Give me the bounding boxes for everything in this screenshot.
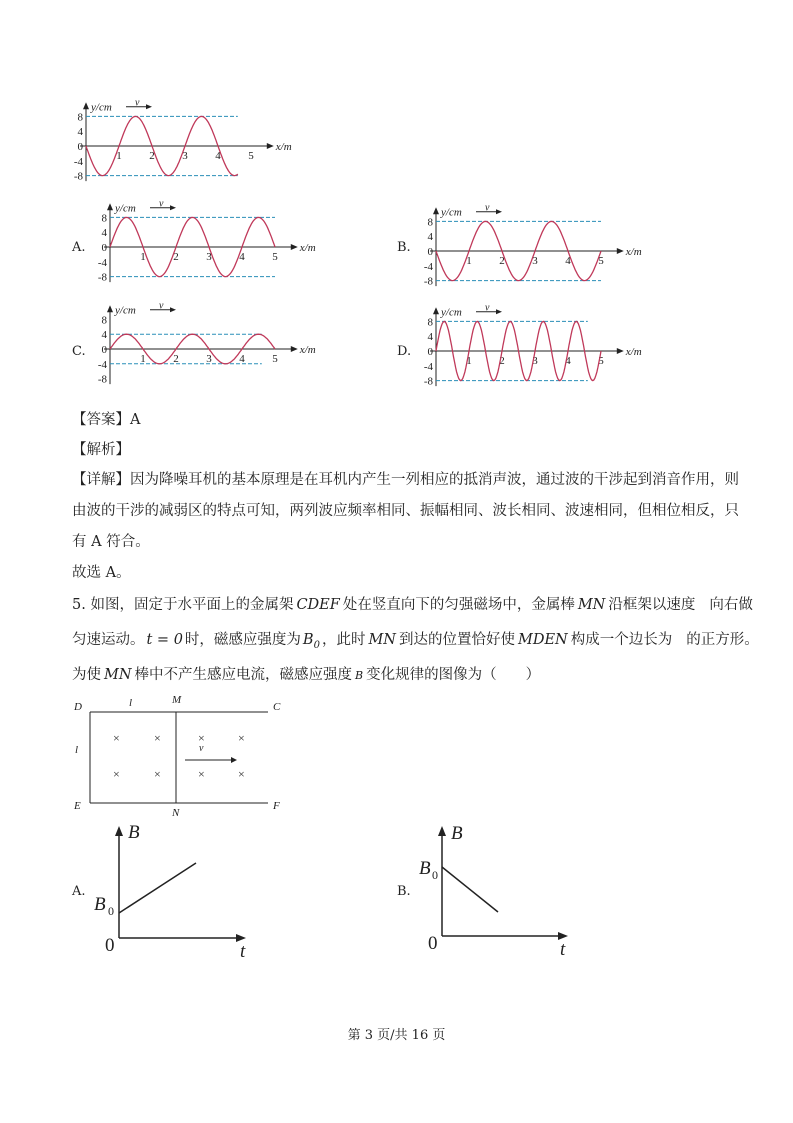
y-axis-label: y/cm (441, 306, 462, 319)
label-m: M (172, 695, 182, 706)
y-tick-label: 0 (427, 246, 433, 258)
y-axis-label: y/cm (115, 304, 136, 317)
option-d-label: D. (397, 344, 412, 359)
label-n: N (172, 807, 180, 819)
velocity-arrowhead (170, 205, 176, 210)
x-tick-label: 2 (149, 150, 155, 162)
y-tick-label: -8 (97, 373, 107, 385)
y-tick-label: 4 (77, 126, 83, 139)
field-cross: × (154, 731, 161, 745)
detail-paragraph-line1: 【详解】因为降噪耳机的基本原理是在耳机内产生一列相应的抵消声波，通过波的干涉起到消音作用，则 (72, 472, 739, 488)
x-tick-label: 3 (206, 353, 212, 365)
x-tick-label: 5 (272, 251, 278, 263)
y-axis-arrow (107, 305, 113, 312)
velocity-label: v (159, 200, 164, 210)
x-tick-label: 1 (116, 150, 122, 162)
velocity-arrowhead (231, 757, 237, 763)
y-tick-label: 8 (427, 216, 433, 229)
y-tick-label: 4 (101, 227, 107, 240)
svg-text:t: t (560, 939, 566, 960)
x-tick-label: 4 (565, 355, 571, 367)
answer-line: 【答案】A (72, 412, 141, 428)
y-axis-label: y/cm (91, 101, 112, 114)
page-footer: 第 3 页/共 16 页 (347, 1028, 446, 1043)
x-tick-label: 1 (140, 251, 146, 263)
svg-text:0: 0 (108, 904, 114, 918)
y-tick-label: 8 (101, 314, 107, 327)
svg-text:B: B (128, 822, 140, 843)
velocity-label: v (485, 202, 490, 214)
x-tick-label: 5 (598, 255, 604, 267)
wave-figure-option-a (92, 200, 332, 285)
x-tick-label: 2 (499, 255, 505, 267)
option-b-label: B. (397, 240, 411, 255)
x-tick-label: 3 (182, 150, 188, 162)
y-tick-label: -4 (73, 155, 83, 168)
label-c: C (273, 701, 281, 713)
x-axis-label: x/m (299, 344, 316, 356)
question-5-line3: 为使 MN 棒中不产生感应电流，磁感应强度 B 变化规律的图像为（ ） (72, 667, 541, 683)
field-cross: × (154, 767, 161, 781)
y-axis-label: y/cm (441, 206, 462, 219)
y-axis-arrow (83, 102, 89, 109)
y-tick-label: 4 (427, 331, 433, 344)
graph-a-line (119, 863, 196, 913)
field-cross: × (113, 767, 120, 781)
label-l-top: l (129, 697, 133, 709)
x-axis-label: x/m (299, 242, 316, 254)
y-tick-label: -8 (73, 170, 83, 183)
x-axis-arrow (617, 348, 624, 354)
label-l-left: l (75, 744, 79, 756)
field-cross: × (198, 767, 205, 781)
option-c-label: C. (72, 344, 86, 359)
x-tick-label: 4 (239, 353, 245, 365)
label-f: F (273, 800, 280, 812)
y-tick-label: -8 (97, 271, 107, 284)
field-cross: × (113, 731, 120, 745)
velocity-arrowhead (170, 307, 176, 312)
graph-b-label: B. (397, 884, 411, 899)
y-tick-label: 0 (101, 344, 107, 356)
y-axis-arrow (107, 203, 113, 210)
x-tick-label: 5 (272, 353, 278, 365)
y-axis-label: y/cm (115, 202, 136, 215)
x-axis-arrow (291, 346, 298, 352)
x-tick-label: 1 (466, 255, 472, 267)
x-tick-label: 2 (173, 353, 179, 365)
y-tick-label: 0 (101, 242, 107, 254)
wave-figure-option-d (420, 300, 660, 390)
x-axis-label: x/m (625, 246, 642, 258)
field-cross: × (238, 767, 245, 781)
svg-text:0: 0 (428, 933, 438, 954)
x-axis-arrow (267, 143, 274, 149)
y-tick-label: 4 (101, 329, 107, 342)
x-tick-label: 3 (532, 255, 538, 267)
conclusion-line: 故选 A。 (72, 565, 131, 581)
x-axis-label: x/m (625, 346, 642, 358)
y-tick-label: 0 (427, 346, 433, 358)
detail-paragraph-line2: 由波的干涉的减弱区的特点可知，两列波应频率相同、振幅相同、波长相同、波速相同，但相位相反，只 (72, 503, 739, 519)
detail-paragraph-line3: 有 A 符合。 (72, 534, 150, 550)
y-tick-label: 8 (427, 316, 433, 329)
y-tick-label: 4 (427, 231, 433, 244)
question-5-line2: 匀速运动。 t = 0 时，磁感应强度为 $B_0$ ，此时 MN 到达的位置恰好使 MDEN 构成一个边长为 的正方形。 (72, 632, 759, 651)
y-tick-label: 0 (77, 141, 83, 153)
y-tick-label: -4 (97, 256, 107, 269)
x-tick-label: 5 (248, 150, 254, 162)
svg-text:B: B (451, 823, 463, 844)
y-tick-label: -8 (423, 375, 433, 388)
label-v: v (199, 743, 204, 754)
wave-figure-original (70, 94, 310, 184)
velocity-arrowhead (496, 309, 502, 314)
graph-a-b-vs-t (88, 815, 268, 965)
question-5-line1: 5. 如图，固定于水平面上的金属架 CDEF 处在竖直向下的匀强磁场中，金属棒 MN 沿框架以速度 向右做 (72, 597, 753, 613)
graph-b-b-vs-t (412, 815, 592, 965)
y-tick-label: 8 (77, 111, 83, 124)
velocity-arrowhead (146, 104, 152, 109)
x-tick-label: 4 (215, 150, 221, 162)
y-tick-label: 8 (101, 212, 107, 225)
svg-text:B: B (94, 894, 106, 915)
x-tick-label: 5 (598, 355, 604, 367)
field-cross: × (238, 731, 245, 745)
y-tick-label: -8 (423, 275, 433, 288)
x-axis-arrow (291, 244, 298, 250)
option-a-label: A. (72, 240, 86, 255)
x-tick-label: 1 (140, 353, 146, 365)
x-tick-label: 4 (565, 255, 571, 267)
label-d: D (74, 701, 82, 713)
y-tick-label: -4 (423, 260, 433, 273)
y-axis-arrow (433, 207, 439, 214)
x-axis-arrow (617, 248, 624, 254)
x-tick-label: 2 (173, 251, 179, 263)
x-axis-label: x/m (275, 141, 292, 153)
svg-text:B: B (419, 858, 431, 879)
x-tick-label: 1 (466, 355, 472, 367)
velocity-label: v (159, 300, 164, 312)
svg-text:0: 0 (432, 868, 438, 882)
x-tick-label: 3 (206, 251, 212, 263)
wave-figure-option-b (420, 200, 660, 290)
x-tick-label: 4 (239, 251, 245, 263)
graph-b-line (442, 867, 498, 912)
analysis-heading: 【解析】 (72, 442, 130, 458)
y-axis-arrow (433, 307, 439, 314)
y-tick-label: -4 (423, 360, 433, 373)
x-tick-label: 2 (499, 355, 505, 367)
field-cross: × (198, 731, 205, 745)
y-tick-label: -4 (97, 358, 107, 371)
svg-text:0: 0 (105, 935, 115, 956)
metal-frame-diagram (68, 695, 298, 825)
graph-a-label: A. (72, 884, 86, 899)
velocity-label: v (485, 302, 490, 314)
x-tick-label: 3 (532, 355, 538, 367)
velocity-arrowhead (496, 209, 502, 214)
label-e: E (74, 800, 81, 812)
wave-figure-option-c (92, 300, 332, 385)
svg-text:t: t (240, 941, 246, 962)
velocity-label: v (135, 97, 140, 109)
